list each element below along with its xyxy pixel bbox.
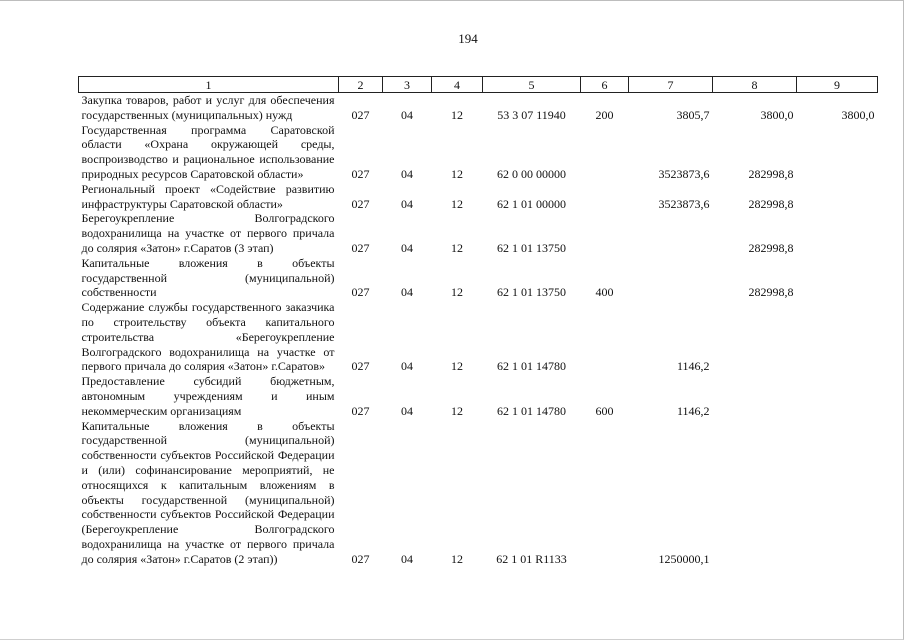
row-csr: 62 1 01 R1133 (496, 551, 567, 566)
header-row (79, 77, 878, 93)
row-rz: 04 (401, 166, 413, 181)
table-row (79, 182, 878, 212)
row-name: Закупка товаров, работ и услуг для обеспечения государственных (муниципальных) нужд (81, 93, 335, 122)
row-csr: 62 1 01 14780 (497, 359, 566, 374)
row-sum-1: 1146,2 (676, 403, 710, 418)
row-ved: 027 (351, 107, 370, 122)
row-ved: 027 (351, 551, 370, 566)
row-name: Государственная программа Саратовской области «Охрана окружающей среды, воспроизводство и рациональное использование природных ресурсов Саратовской области» (81, 122, 335, 181)
row-pr: 12 (451, 240, 463, 255)
row-sum-3 (797, 211, 878, 255)
table-row (79, 93, 878, 123)
row-rz: 04 (401, 359, 413, 374)
header-col-2: 2 (339, 77, 383, 93)
row-ved: 027 (351, 196, 370, 211)
row-sum-3 (797, 419, 878, 567)
row-sum-3 (797, 123, 878, 182)
row-pr: 12 (451, 107, 463, 122)
row-csr: 62 1 01 13750 (497, 240, 566, 255)
row-sum-2 (713, 300, 797, 374)
header-col-9: 9 (797, 77, 878, 93)
row-rz: 04 (401, 196, 413, 211)
row-sum-1: 3523873,6 (658, 196, 710, 211)
row-sum-2 (713, 374, 797, 418)
row-csr: 53 3 07 11940 (497, 107, 566, 122)
row-sum-3 (797, 374, 878, 418)
row-vr (581, 300, 629, 374)
row-csr: 62 1 01 00000 (497, 196, 566, 211)
row-sum-3: 3800,0 (841, 107, 875, 122)
row-name: Содержание службы государственного заказчика по строительству объекта капитального строительства «Берегоукрепление Волгоградского водохранилища на участке от первого причала до солярия «Затон» г.Саратов» (81, 300, 335, 374)
header-col-4: 4 (432, 77, 483, 93)
page-number: 194 (458, 31, 478, 46)
table-row (79, 300, 878, 374)
row-csr: 62 1 01 13750 (497, 285, 566, 300)
row-pr: 12 (451, 551, 463, 566)
row-rz: 04 (401, 107, 413, 122)
row-csr: 62 1 01 14780 (497, 403, 566, 418)
row-sum-2: 282998,8 (748, 285, 794, 300)
row-vr: 600 (595, 403, 614, 418)
row-vr (581, 419, 629, 567)
table-row (79, 256, 878, 300)
header-col-3: 3 (383, 77, 432, 93)
row-pr: 12 (451, 403, 463, 418)
row-sum-3 (797, 256, 878, 300)
row-rz: 04 (401, 285, 413, 300)
row-sum-2: 282998,8 (748, 166, 794, 181)
row-ved: 027 (351, 240, 370, 255)
row-ved: 027 (351, 403, 370, 418)
row-rz: 04 (401, 403, 413, 418)
row-vr (581, 211, 629, 255)
row-sum-3 (797, 300, 878, 374)
header-col-8: 8 (713, 77, 797, 93)
header-col-7: 7 (629, 77, 713, 93)
row-vr: 400 (595, 285, 614, 300)
row-sum-3 (797, 182, 878, 212)
header-col-1: 1 (79, 77, 339, 93)
row-name: Предоставление субсидий бюджетным, автономным учреждениям и иным некоммерческим организациям (81, 374, 335, 418)
row-name: Капитальные вложения в объекты государственной (муниципальной) собственности (81, 255, 335, 300)
table-row (79, 374, 878, 418)
row-pr: 12 (451, 166, 463, 181)
row-ved: 027 (351, 166, 370, 181)
row-pr: 12 (451, 285, 463, 300)
row-sum-1 (629, 256, 713, 300)
header-col-5: 5 (483, 77, 581, 93)
table-row (79, 211, 878, 255)
row-name: Региональный проект «Содействие развитию инфраструктуры Саратовской области» (81, 181, 335, 211)
row-name: Капитальные вложения в объекты государственной (муниципальной) собственности субъектов Российской Федерации и (или) софинансирование мероприятий, не относящихся к капитальным вложениям в объекты государственной (муниципальной) собственности субъектов Российской Федерации (Берегоукрепление Волгоградского водохранилища на участке от первого причала до солярия «Затон» г.Саратов (2 этап)) (81, 418, 335, 566)
row-vr (581, 182, 629, 212)
row-ved: 027 (351, 285, 370, 300)
row-ved: 027 (351, 359, 370, 374)
row-sum-1 (629, 211, 713, 255)
row-sum-2: 3800,0 (760, 107, 794, 122)
row-pr: 12 (451, 359, 463, 374)
row-sum-2 (713, 419, 797, 567)
table-row (79, 123, 878, 182)
row-sum-2: 282998,8 (748, 196, 794, 211)
row-name: Берегоукрепление Волгоградского водохранилища на участке от первого причала до солярия «Затон» г.Саратов (3 этап) (81, 211, 335, 255)
row-sum-1: 1250000,1 (658, 551, 710, 566)
row-sum-1: 3805,7 (676, 107, 710, 122)
table-row (79, 419, 878, 567)
row-sum-1: 3523873,6 (658, 166, 710, 181)
header-col-6: 6 (581, 77, 629, 93)
row-rz: 04 (401, 551, 413, 566)
row-vr: 200 (595, 107, 614, 122)
row-pr: 12 (451, 196, 463, 211)
row-rz: 04 (401, 240, 413, 255)
row-csr: 62 0 00 00000 (497, 166, 566, 181)
row-vr (581, 123, 629, 182)
row-sum-1: 1146,2 (676, 359, 710, 374)
budget-table (78, 76, 878, 567)
row-sum-2: 282998,8 (748, 240, 794, 255)
